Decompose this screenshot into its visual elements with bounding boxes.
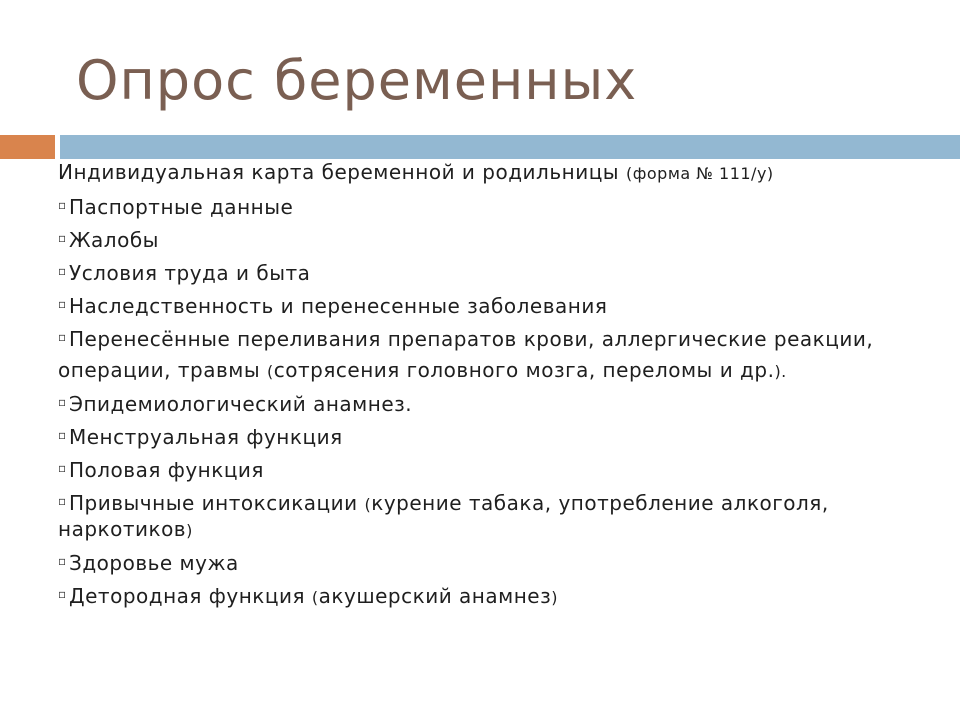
list-item-label: Детородная функция: [69, 584, 312, 608]
list-item: [58, 294, 938, 319]
intro-text: Индивидуальная карта беременной и родильницы: [58, 160, 626, 184]
list-item-paren-open: (: [311, 588, 319, 607]
accent-bar-blue: [60, 135, 960, 159]
bullet-square-icon: ▫: [58, 587, 67, 601]
list-item-paren-open: (: [364, 495, 372, 514]
continuation-detail: сотрясения головного мозга, переломы и др.: [273, 358, 775, 382]
list-item: [58, 584, 938, 610]
bullet-square-icon: ▫: [58, 428, 67, 442]
list-item-paren-close: ): [551, 588, 558, 607]
list-item-label: Здоровье мужа: [69, 551, 239, 575]
list-item: [58, 392, 938, 417]
bullet-square-icon: ▫: [58, 461, 67, 475]
list-item-paren-close: ): [186, 521, 193, 540]
intro-paren-open: (: [625, 164, 633, 183]
bullet-square-icon: ▫: [58, 554, 67, 568]
accent-bar-orange: [0, 135, 55, 159]
list-item: [58, 228, 938, 253]
intro-paren-close: ): [766, 164, 774, 183]
list-item-label: Менструальная функция: [69, 425, 343, 449]
list-item-label: Эпидемиологический анамнез.: [69, 392, 413, 416]
list-item-label: Жалобы: [69, 228, 159, 252]
list-item: [58, 491, 938, 543]
bullet-square-icon: ▫: [58, 395, 67, 409]
list-item: [58, 425, 938, 450]
intro-form-number: форма № 111/у: [632, 164, 767, 183]
intro-line: [58, 160, 938, 186]
bullet-square-icon: ▫: [58, 297, 67, 311]
list-item: [58, 195, 938, 220]
bullet-square-icon: ▫: [58, 330, 67, 344]
list-item-label: Привычные интоксикации: [69, 491, 365, 515]
bullet-square-icon: ▫: [58, 231, 67, 245]
bullet-square-icon: ▫: [58, 198, 67, 212]
list-item-label: Половая функция: [69, 458, 264, 482]
bullet-square-icon: ▫: [58, 264, 67, 278]
bullet-square-icon: ▫: [58, 494, 67, 508]
slide-title: Опрос беременных: [76, 49, 638, 112]
list-item: [58, 261, 938, 286]
list-item: [58, 327, 938, 352]
list-item-label: Наследственность и перенесенные заболевания: [69, 294, 608, 318]
list-item-label: Перенесённые переливания препаратов крови, аллергические реакции,: [69, 327, 874, 351]
continuation-paren-open: (: [267, 362, 274, 381]
list-item-detail: курение табака, употребление алкоголя, наркотиков: [58, 491, 829, 541]
slide-content: [58, 160, 938, 618]
continuation-paren-close: ).: [774, 362, 787, 381]
list-item-label: Условия труда и быта: [69, 261, 311, 285]
list-item-detail: акушерский анамнез: [318, 584, 552, 608]
list-item: [58, 551, 938, 576]
list-item-continuation: [58, 358, 938, 384]
list-item: [58, 458, 938, 483]
list-item-label: Паспортные данные: [69, 195, 294, 219]
continuation-text: операции, травмы: [58, 358, 268, 382]
